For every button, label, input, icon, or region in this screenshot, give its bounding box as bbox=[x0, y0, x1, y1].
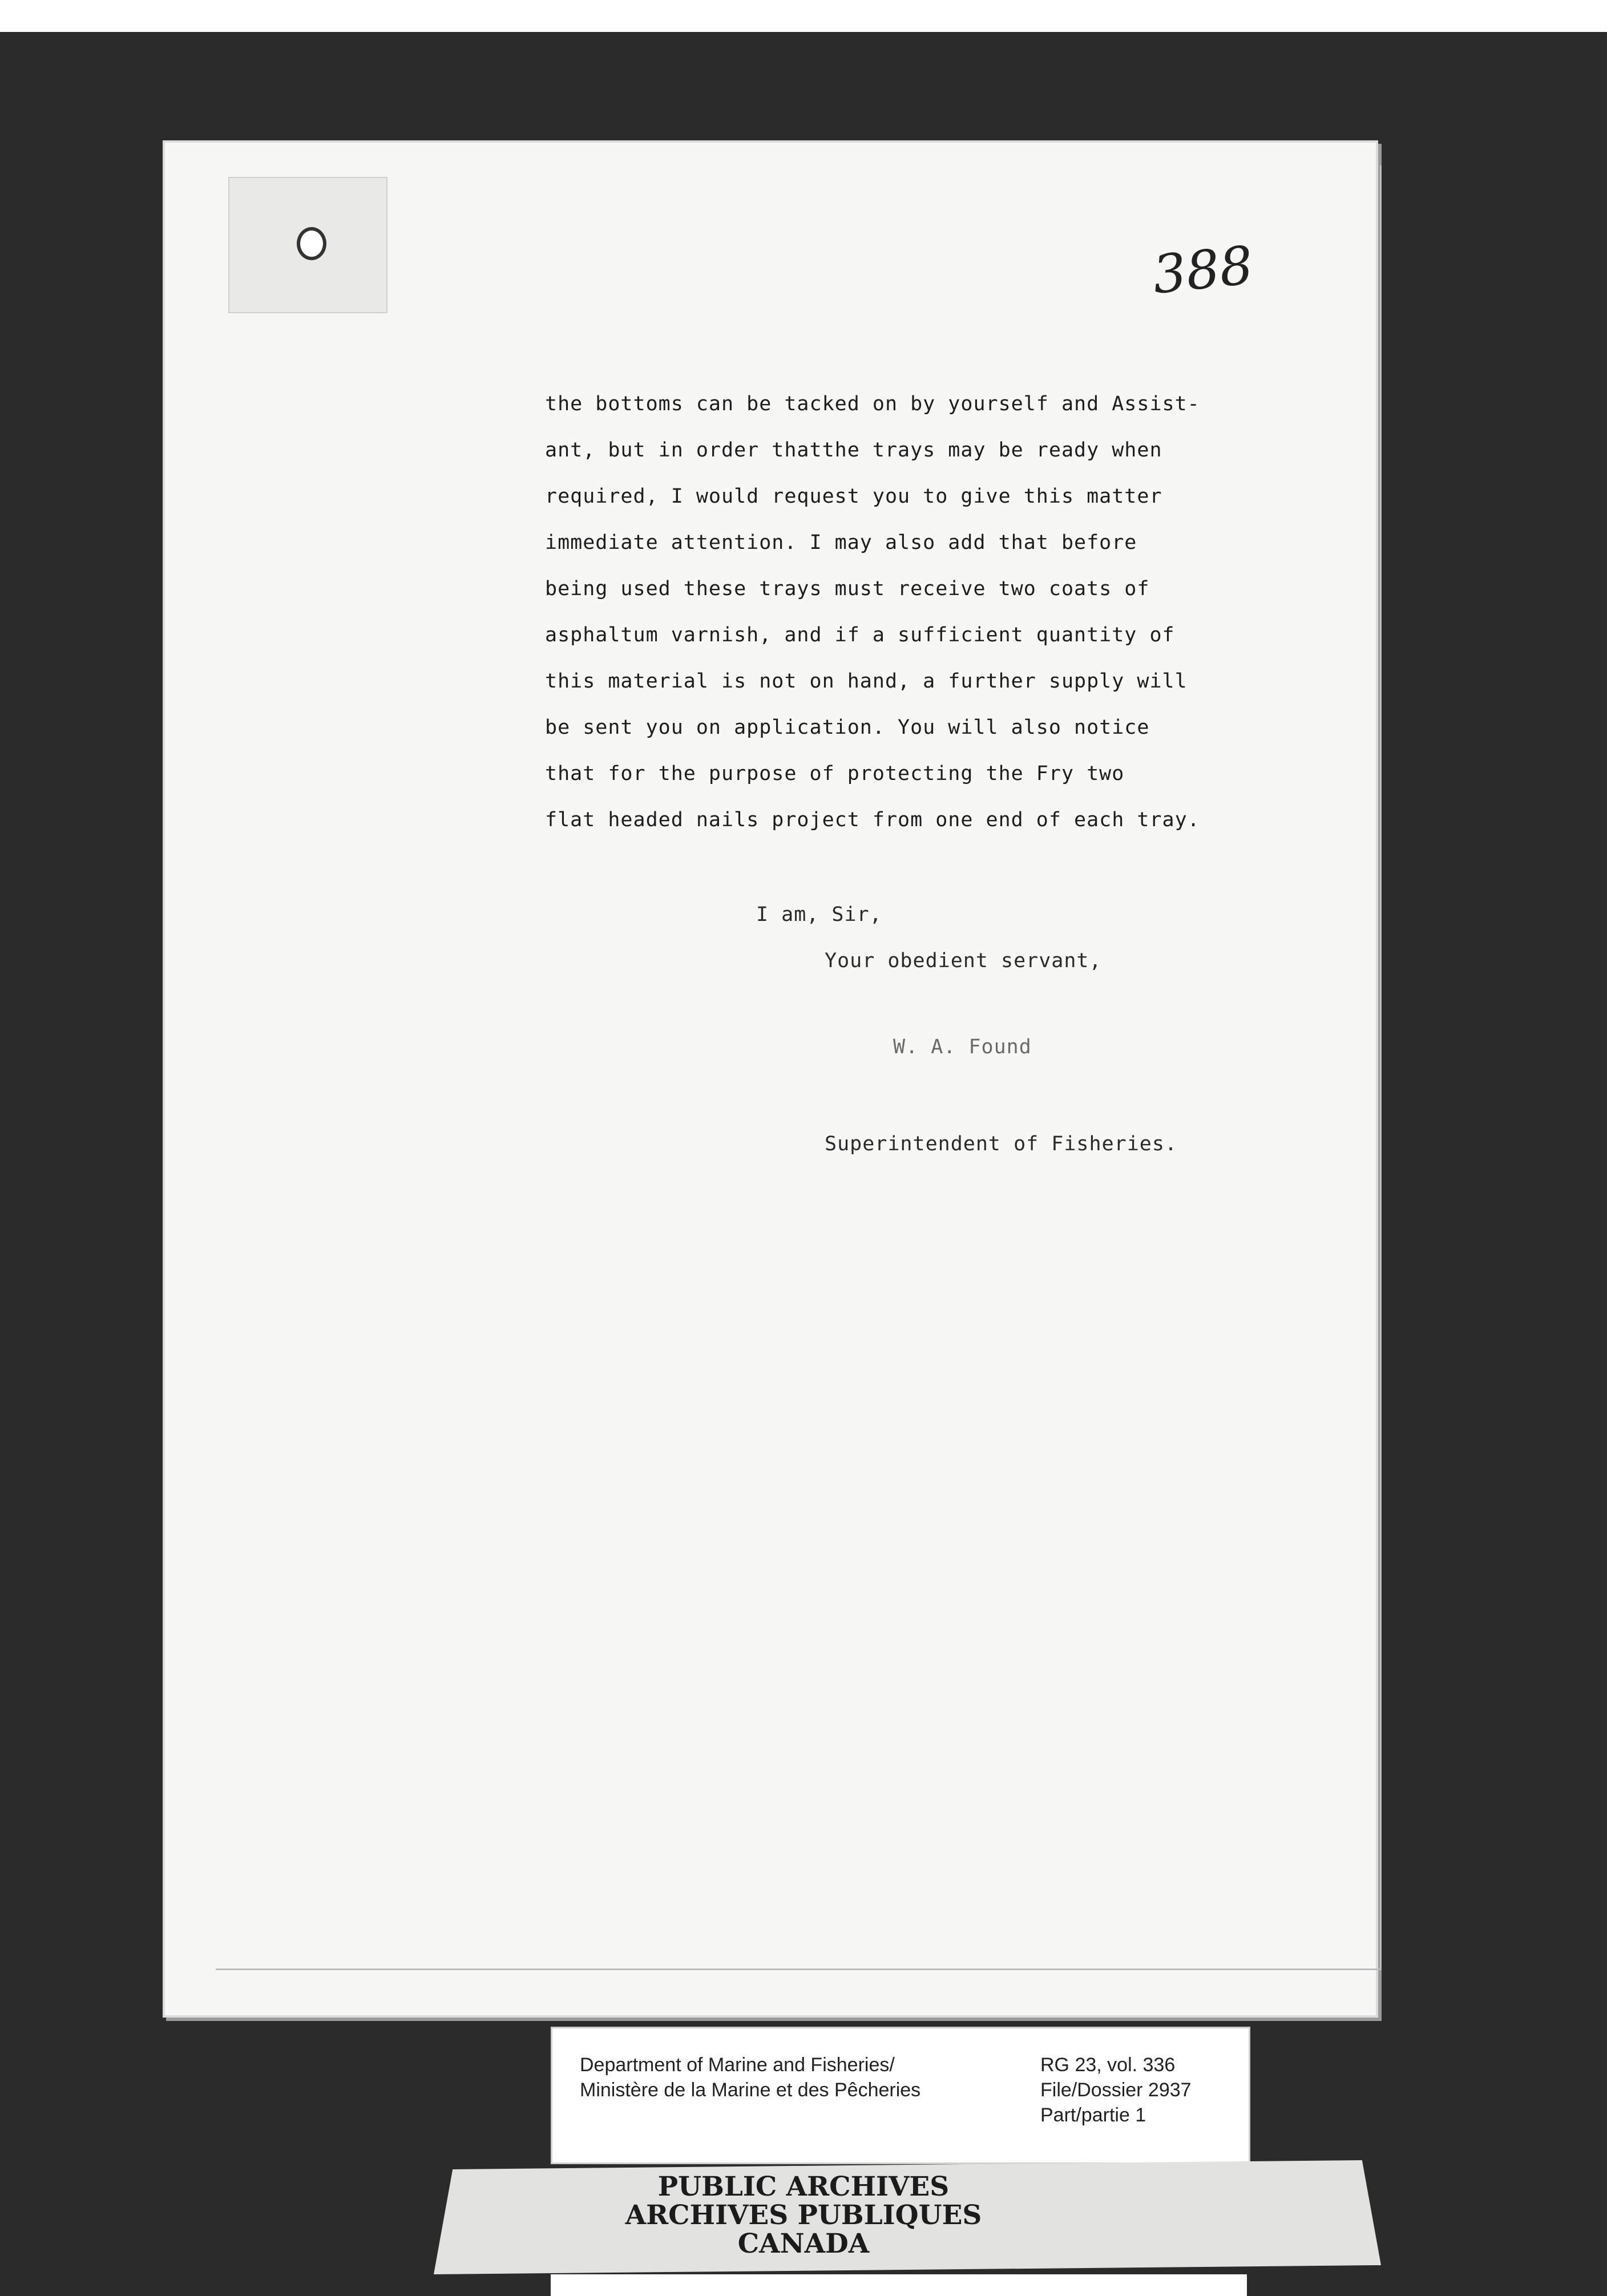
department-en: Department of Marine and Fisheries/ bbox=[580, 2054, 895, 2076]
stamp-line-3: CANADA bbox=[737, 2228, 870, 2259]
part-number: Part/partie 1 bbox=[1040, 2104, 1146, 2126]
reference-block bbox=[1040, 2052, 1192, 2128]
closing-phrase: Your obedient servant, bbox=[825, 949, 1102, 972]
department-fr: Ministère de la Marine et des Pêcheries bbox=[580, 2079, 921, 2101]
body-line: being used these trays must receive two coats of bbox=[545, 577, 1150, 600]
archive-stamp bbox=[0, 2173, 1607, 2258]
stamp-line-1: PUBLIC ARCHIVES bbox=[657, 2171, 950, 2202]
body-line: required, I would request you to give this matter bbox=[545, 485, 1162, 508]
stamp-line-2: ARCHIVES PUBLIQUES bbox=[625, 2200, 982, 2231]
archive-label bbox=[551, 2027, 1250, 2164]
letter-body bbox=[545, 381, 1287, 843]
body-line: flat headed nails project from one end of each tray. bbox=[545, 809, 1200, 831]
body-line: asphaltum varnish, and if a sufficient quantity of bbox=[545, 624, 1175, 646]
body-line: ant, but in order thatthe trays may be ready when bbox=[545, 439, 1162, 462]
signature: W. A. Found bbox=[893, 1036, 1032, 1058]
punch-hole bbox=[297, 227, 326, 260]
body-line: that for the purpose of protecting the Fry two bbox=[545, 762, 1125, 785]
department-block bbox=[580, 2052, 920, 2103]
body-line: be sent you on application. You will also notice bbox=[545, 716, 1150, 739]
body-line: the bottoms can be tacked on by yourself and Assist- bbox=[545, 393, 1200, 415]
file-number: File/Dossier 2937 bbox=[1040, 2079, 1192, 2101]
signatory-title: Superintendent of Fisheries. bbox=[825, 1133, 1178, 1155]
body-line: this material is not on hand, a further supply will bbox=[545, 670, 1188, 693]
record-group: RG 23, vol. 336 bbox=[1040, 2054, 1176, 2076]
folio-number: 388 bbox=[1149, 235, 1256, 306]
salutation: I am, Sir, bbox=[756, 903, 882, 926]
body-line: immediate attention. I may also add that before bbox=[545, 531, 1137, 554]
label-bottom-strip bbox=[551, 2274, 1247, 2296]
